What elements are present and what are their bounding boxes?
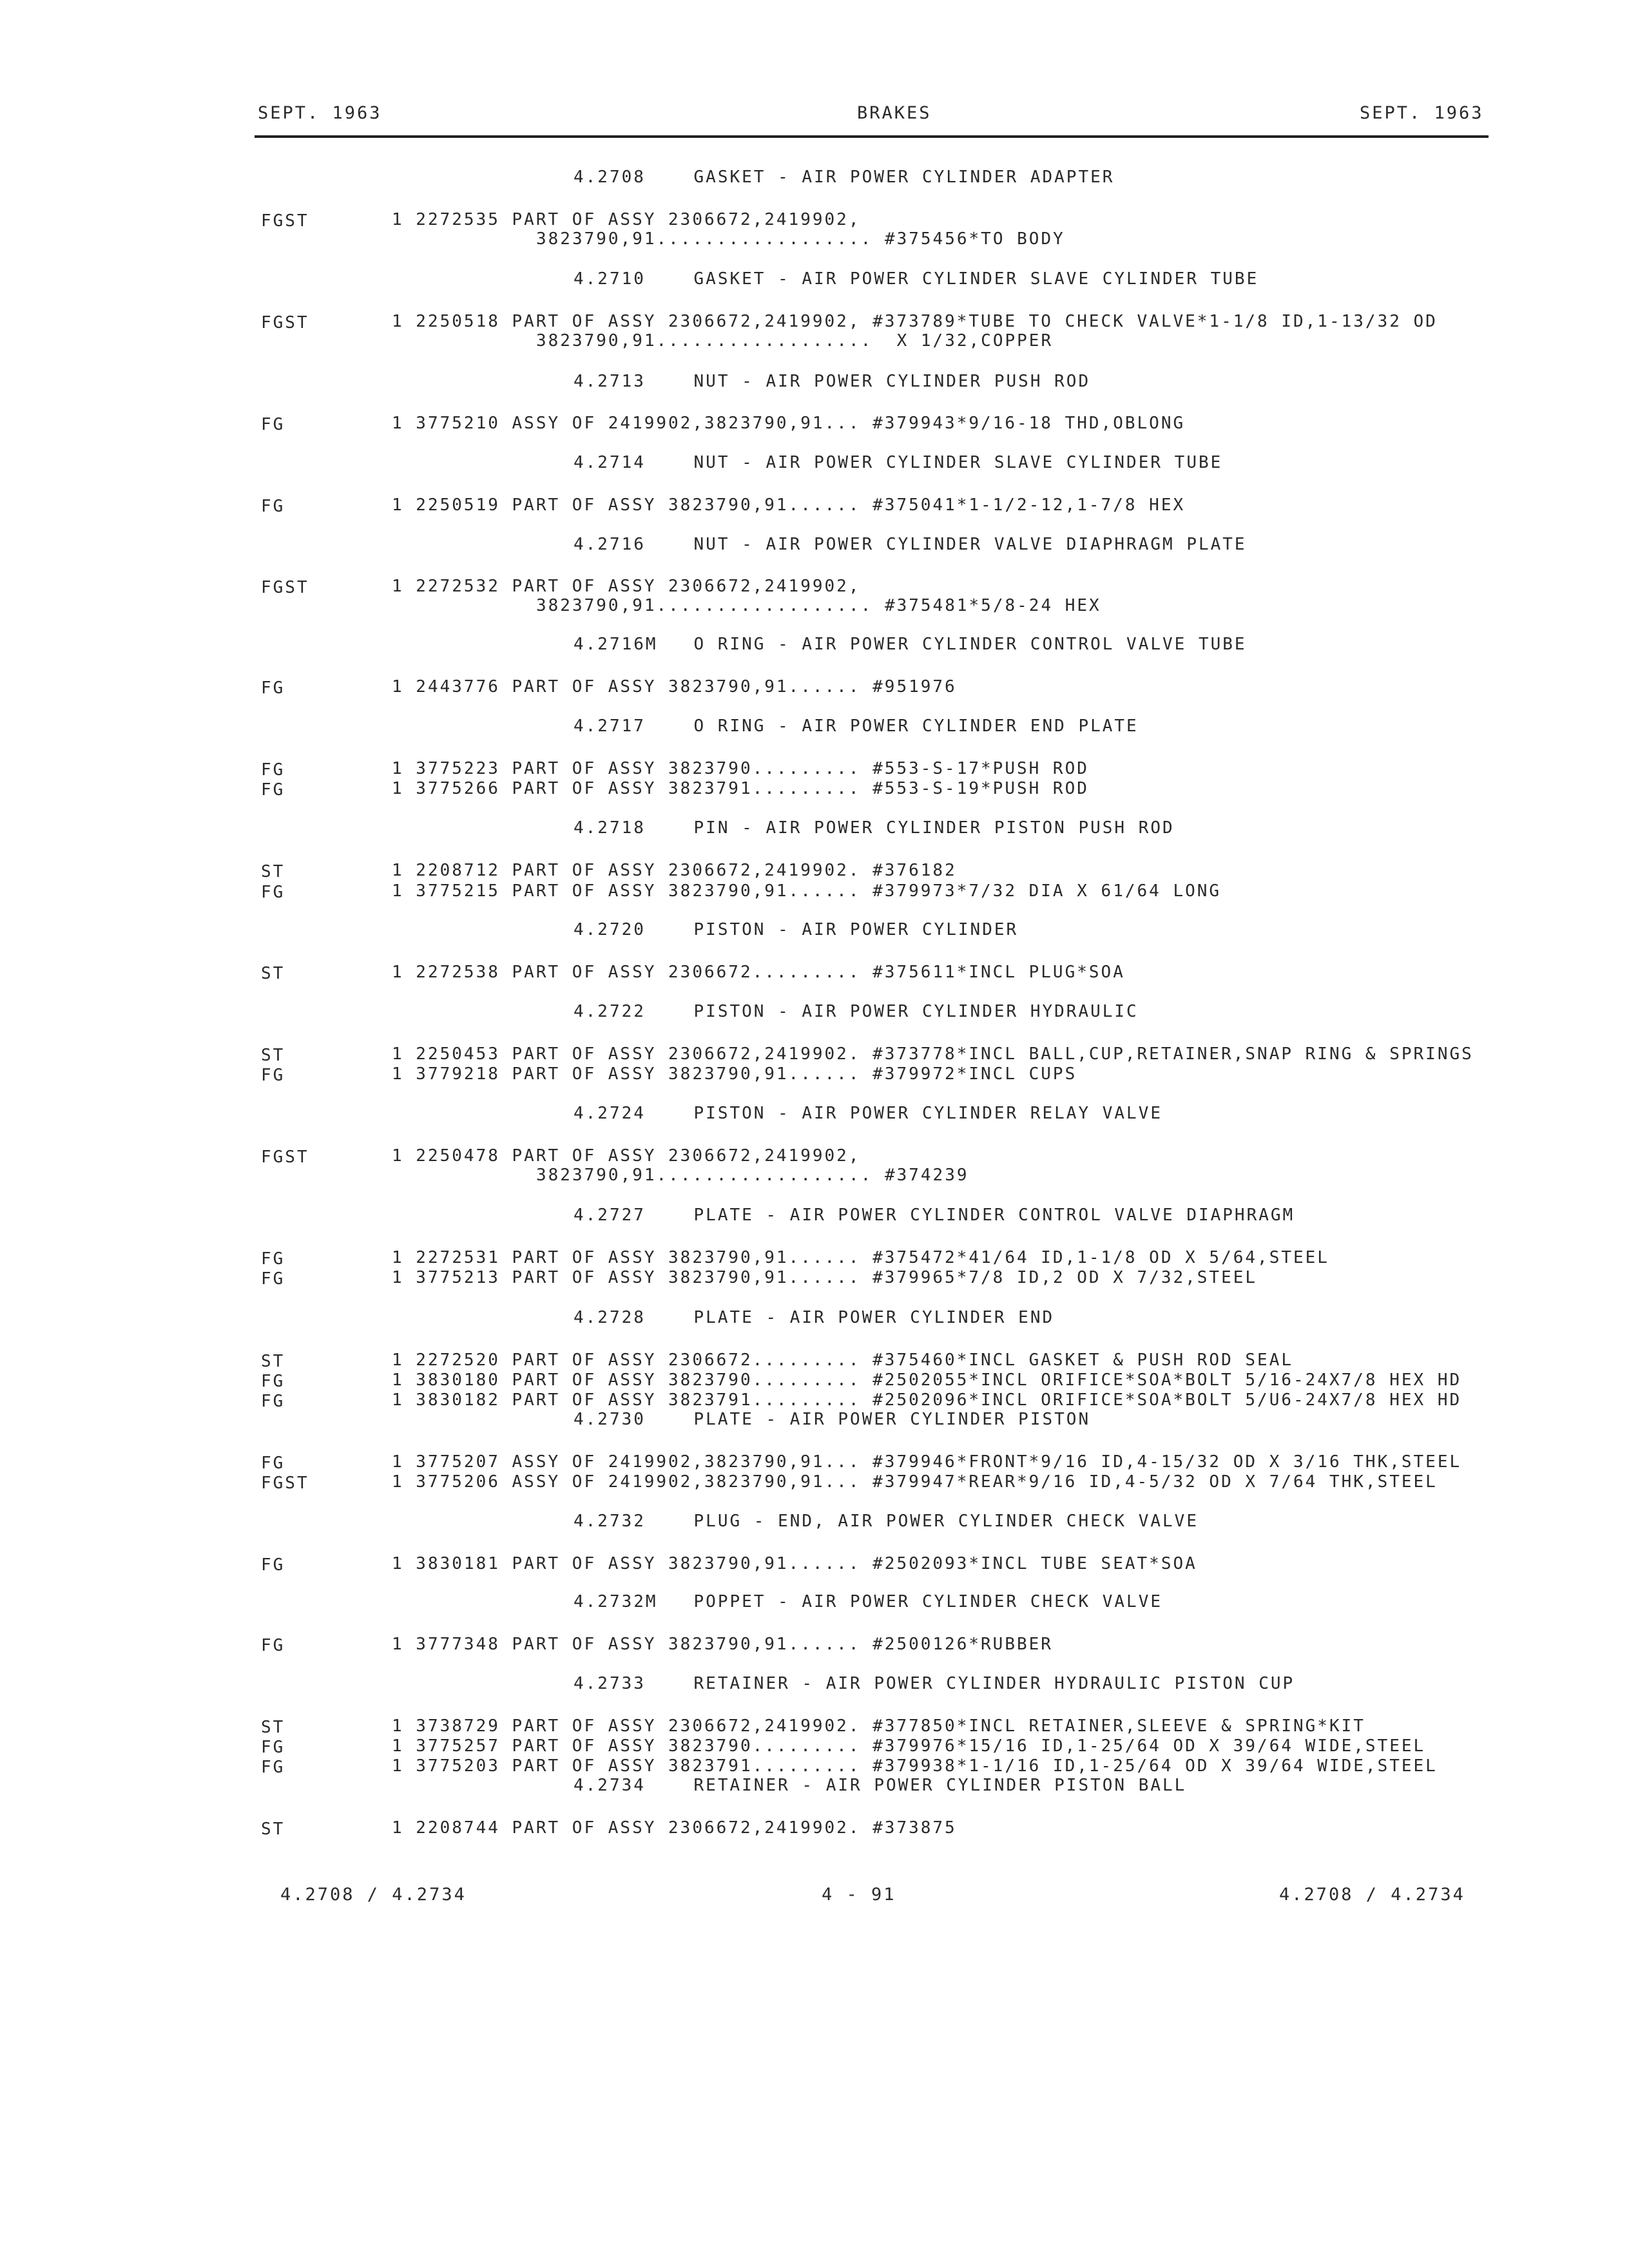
section-title: 4.2734 RETAINER - AIR POWER CYLINDER PISTON BALL bbox=[574, 1776, 1187, 1795]
model-code: FG bbox=[261, 1372, 285, 1391]
model-code: FG bbox=[261, 1066, 285, 1085]
part-line: 1 3830180 PART OF ASSY 3823790......... #2502055*INCL ORIFICE*SOA*BOLT 5/16-24X7/8 HEX HD bbox=[392, 1370, 1462, 1390]
part-line: 1 2272538 PART OF ASSY 2306672......... #375611*INCL PLUG*SOA bbox=[392, 963, 1125, 982]
model-code: FGST bbox=[261, 1474, 309, 1493]
model-code: ST bbox=[261, 1820, 285, 1839]
section-title: 4.2708 GASKET - AIR POWER CYLINDER ADAPTER bbox=[574, 168, 1115, 187]
part-line: 1 3775266 PART OF ASSY 3823791......... #553-S-19*PUSH ROD bbox=[392, 779, 1089, 798]
model-code: ST bbox=[261, 862, 285, 881]
model-code: ST bbox=[261, 1718, 285, 1737]
part-line: 1 2250453 PART OF ASSY 2306672,2419902. #373778*INCL BALL,CUP,RETAINER,SNAP RING & SPRINGS bbox=[392, 1044, 1474, 1064]
part-line: 1 2272520 PART OF ASSY 2306672......... #375460*INCL GASKET & PUSH ROD SEAL bbox=[392, 1350, 1293, 1370]
part-line: 1 2272535 PART OF ASSY 2306672,2419902, bbox=[392, 210, 861, 229]
model-code: ST bbox=[261, 964, 285, 983]
part-line: 1 2272531 PART OF ASSY 3823790,91...... #375472*41/64 ID,1-1/8 OD X 5/64,STEEL bbox=[392, 1248, 1329, 1267]
section-title: 4.2727 PLATE - AIR POWER CYLINDER CONTROL VALVE DIAPHRAGM bbox=[574, 1206, 1295, 1225]
header-title: BRAKES bbox=[857, 103, 932, 123]
model-code: FG bbox=[261, 415, 285, 434]
part-line-continued: 3823790,91.................. X 1/32,COPPER bbox=[536, 331, 1054, 351]
section-title: 4.2710 GASKET - AIR POWER CYLINDER SLAVE CYLINDER TUBE bbox=[574, 269, 1259, 289]
model-code: FG bbox=[261, 1249, 285, 1269]
model-code: FG bbox=[261, 1636, 285, 1655]
section-title: 4.2732 PLUG - END, AIR POWER CYLINDER CHECK VALVE bbox=[574, 1512, 1199, 1531]
model-code: FG bbox=[261, 497, 285, 516]
part-line: 1 3779218 PART OF ASSY 3823790,91...... #379972*INCL CUPS bbox=[392, 1064, 1077, 1084]
part-line: 1 3775215 PART OF ASSY 3823790,91...... #379973*7/32 DIA X 61/64 LONG bbox=[392, 881, 1222, 901]
part-line: 1 3775213 PART OF ASSY 3823790,91...... #379965*7/8 ID,2 OD X 7/32,STEEL bbox=[392, 1268, 1258, 1287]
part-line: 1 3775206 ASSY OF 2419902,3823790,91... #379947*REAR*9/16 ID,4-5/32 OD X 7/64 THK,STEEL bbox=[392, 1472, 1438, 1492]
part-line: 1 3830182 PART OF ASSY 3823791......... #2502096*INCL ORIFICE*SOA*BOLT 5/U6-24X7/8 HEX HD bbox=[392, 1390, 1462, 1410]
part-line: 1 3775223 PART OF ASSY 3823790......... #553-S-17*PUSH ROD bbox=[392, 759, 1089, 778]
header-date-left: SEPT. 1963 bbox=[258, 103, 382, 123]
section-title: 4.2732M POPPET - AIR POWER CYLINDER CHECK VALVE bbox=[574, 1592, 1163, 1611]
model-code: FG bbox=[261, 678, 285, 698]
model-code: FG bbox=[261, 1454, 285, 1473]
part-line-continued: 3823790,91.................. #375481*5/8-24 HEX bbox=[536, 596, 1101, 615]
section-title: 4.2722 PISTON - AIR POWER CYLINDER HYDRAULIC bbox=[574, 1002, 1139, 1021]
model-code: ST bbox=[261, 1046, 285, 1065]
model-code: FGST bbox=[261, 313, 309, 332]
part-line: 1 2208712 PART OF ASSY 2306672,2419902. #376182 bbox=[392, 861, 957, 880]
part-line: 1 3775257 PART OF ASSY 3823790......... #379976*15/16 ID,1-25/64 OD X 39/64 WIDE,STEEL bbox=[392, 1736, 1426, 1756]
part-line: 1 2250478 PART OF ASSY 2306672,2419902, bbox=[392, 1146, 861, 1166]
part-line: 1 3777348 PART OF ASSY 3823790,91...... #2500126*RUBBER bbox=[392, 1635, 1053, 1654]
part-line: 1 3775207 ASSY OF 2419902,3823790,91... #379946*FRONT*9/16 ID,4-15/32 OD X 3/16 THK,STEEL bbox=[392, 1452, 1462, 1472]
part-line-continued: 3823790,91.................. #375456*TO BODY bbox=[536, 229, 1065, 249]
page-number: 4 - 91 bbox=[822, 1885, 896, 1905]
section-title: 4.2718 PIN - AIR POWER CYLINDER PISTON PUSH ROD bbox=[574, 818, 1175, 838]
part-line: 1 3775203 PART OF ASSY 3823791......... #379938*1-1/16 ID,1-25/64 OD X 39/64 WIDE,STEEL bbox=[392, 1756, 1438, 1776]
section-title: 4.2713 NUT - AIR POWER CYLINDER PUSH ROD bbox=[574, 372, 1091, 391]
footer-range-right: 4.2708 / 4.2734 bbox=[1279, 1885, 1465, 1905]
part-line: 1 3738729 PART OF ASSY 2306672,2419902. #377850*INCL RETAINER,SLEEVE & SPRING*KIT bbox=[392, 1716, 1365, 1736]
section-title: 4.2720 PISTON - AIR POWER CYLINDER bbox=[574, 920, 1019, 939]
part-line: 1 2208744 PART OF ASSY 2306672,2419902. #373875 bbox=[392, 1818, 957, 1838]
section-title: 4.2724 PISTON - AIR POWER CYLINDER RELAY VALVE bbox=[574, 1104, 1163, 1123]
model-code: FG bbox=[261, 1269, 285, 1289]
model-code: FG bbox=[261, 760, 285, 780]
part-line: 1 2250518 PART OF ASSY 2306672,2419902, #373789*TUBE TO CHECK VALVE*1-1/8 ID,1-13/32 OD bbox=[392, 312, 1438, 331]
section-title: 4.2716M O RING - AIR POWER CYLINDER CONTROL VALVE TUBE bbox=[574, 635, 1247, 654]
section-title: 4.2717 O RING - AIR POWER CYLINDER END PLATE bbox=[574, 716, 1139, 736]
part-line-continued: 3823790,91.................. #374239 bbox=[536, 1166, 969, 1185]
part-line: 1 2443776 PART OF ASSY 3823790,91...... #951976 bbox=[392, 677, 957, 697]
header-date-right: SEPT. 1963 bbox=[1360, 103, 1484, 123]
section-title: 4.2714 NUT - AIR POWER CYLINDER SLAVE CYLINDER TUBE bbox=[574, 453, 1223, 472]
section-title: 4.2728 PLATE - AIR POWER CYLINDER END bbox=[574, 1308, 1055, 1327]
part-line: 1 3775210 ASSY OF 2419902,3823790,91... #379943*9/16-18 THD,OBLONG bbox=[392, 414, 1186, 433]
model-code: FG bbox=[261, 1758, 285, 1777]
model-code: FG bbox=[261, 1555, 285, 1575]
section-title: 4.2733 RETAINER - AIR POWER CYLINDER HYDRAULIC PISTON CUP bbox=[574, 1674, 1295, 1693]
model-code: FGST bbox=[261, 578, 309, 597]
section-title: 4.2730 PLATE - AIR POWER CYLINDER PISTON bbox=[574, 1410, 1091, 1429]
section-title: 4.2716 NUT - AIR POWER CYLINDER VALVE DIAPHRAGM PLATE bbox=[574, 535, 1247, 554]
footer-range-left: 4.2708 / 4.2734 bbox=[280, 1885, 467, 1905]
model-code: FGST bbox=[261, 211, 309, 231]
part-line: 1 2250519 PART OF ASSY 3823790,91...... #375041*1-1/2-12,1-7/8 HEX bbox=[392, 495, 1186, 515]
part-line: 1 2272532 PART OF ASSY 2306672,2419902, bbox=[392, 577, 861, 596]
model-code: FG bbox=[261, 1392, 285, 1411]
header-rule bbox=[255, 135, 1489, 138]
model-code: FG bbox=[261, 883, 285, 902]
part-line: 1 3830181 PART OF ASSY 3823790,91...... #2502093*INCL TUBE SEAT*SOA bbox=[392, 1554, 1197, 1573]
model-code: ST bbox=[261, 1352, 285, 1371]
model-code: FG bbox=[261, 780, 285, 800]
model-code: FG bbox=[261, 1738, 285, 1757]
model-code: FGST bbox=[261, 1148, 309, 1167]
